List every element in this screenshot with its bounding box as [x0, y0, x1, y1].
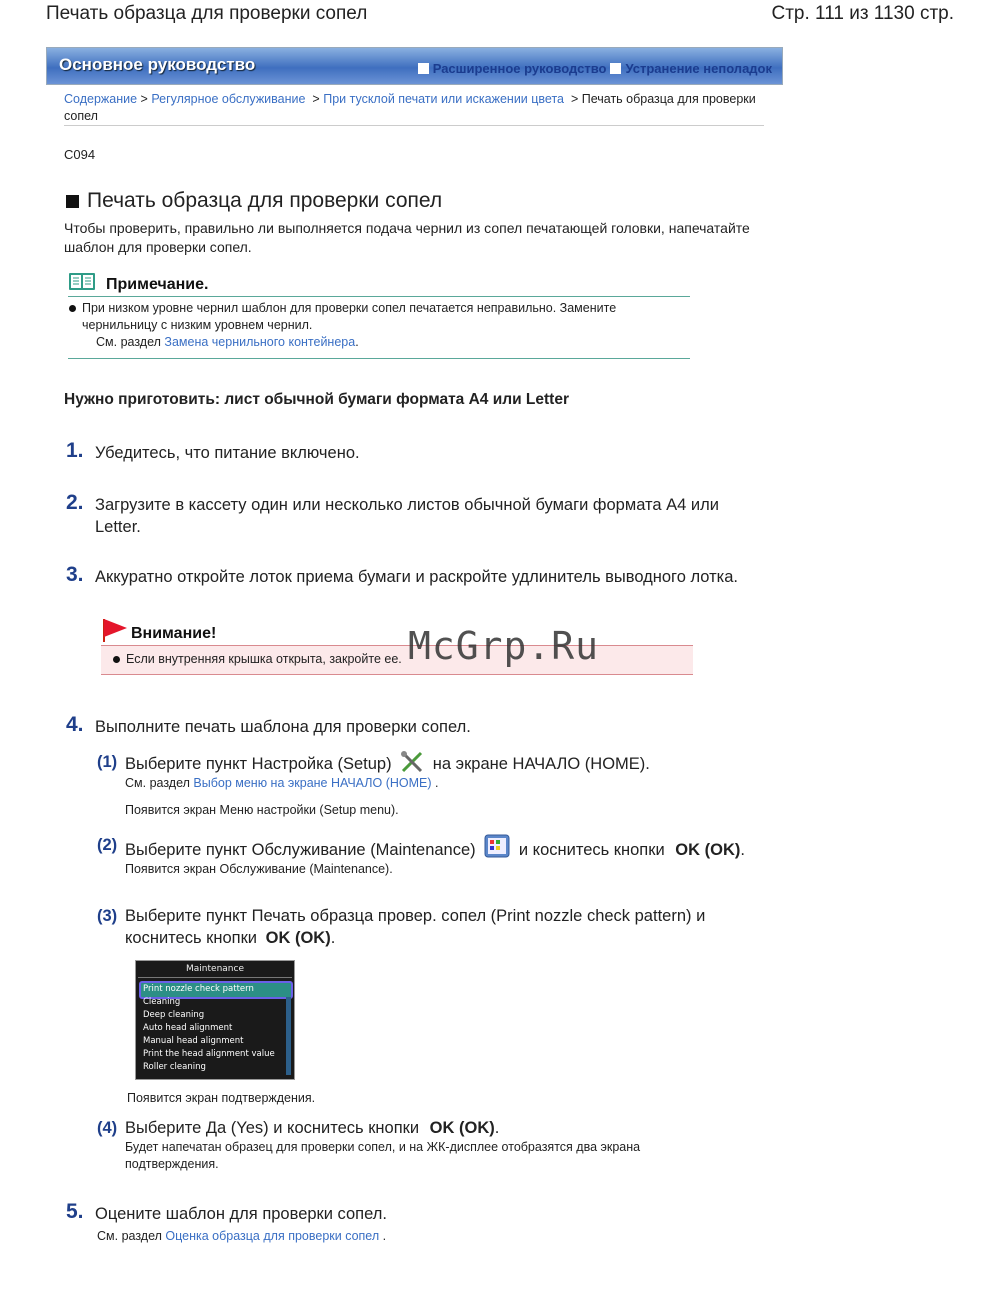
step-number: 1. — [66, 439, 84, 462]
lcd-menu-item: Print the head alignment value — [143, 1049, 275, 1059]
step-text: Аккуратно откройте лоток приема бумаги и раскройте удлинитель выводного лотка. — [95, 568, 739, 586]
breadcrumb-current: Печать образца для проверки сопел — [64, 92, 756, 123]
substep-text-after: и коснитесь кнопки — [518, 841, 665, 859]
breadcrumb-separator: > — [570, 92, 579, 106]
see-prefix: См. раздел — [97, 1229, 162, 1243]
red-flag-icon — [101, 617, 129, 643]
lcd-scrollbar — [286, 997, 291, 1075]
substep-text: Выберите пункт Печать образца провер. сопел (Print nozzle check pattern) и коснитесь кнопки — [125, 907, 706, 947]
banner-links — [418, 61, 772, 76]
breadcrumb — [64, 91, 764, 125]
maintenance-icon — [484, 834, 510, 858]
substep-text: Выберите пункт Настройка (Setup) — [125, 755, 392, 773]
substep-number: (4) — [97, 1119, 118, 1137]
substep-result: Появится экран Меню настройки (Setup menu). — [125, 803, 399, 817]
warning-title: Внимание! — [131, 625, 217, 642]
preparation-heading: Нужно приготовить: лист обычной бумаги формата А4 или Letter — [64, 391, 569, 408]
step-5 — [66, 1201, 756, 1225]
step-text: Выполните печать шаблона для проверки сопел. — [95, 718, 471, 736]
bullet-icon — [69, 305, 76, 312]
substep-dot: . — [330, 929, 336, 947]
substep-number: (2) — [97, 836, 118, 854]
substep-result: Будет напечатан образец для проверки сопел, и на ЖК-дисплее отобразятся два экрана подтверждения. — [125, 1140, 641, 1171]
page-title-text: Печать образца для проверки сопел — [87, 189, 443, 212]
note-see-prefix: См. раздел — [96, 335, 161, 349]
step-number: 2. — [66, 491, 84, 514]
warning-text: Если внутренняя крышка открыта, закройте ее. — [126, 652, 402, 666]
step-number: 5. — [66, 1200, 84, 1223]
nozzle-pattern-evaluation-link[interactable]: Оценка образца для проверки сопел — [165, 1229, 380, 1243]
banner-main-guide[interactable]: Основное руководство — [59, 55, 256, 74]
ok-button-label: OK (OK) — [429, 1119, 495, 1137]
step-1 — [66, 440, 756, 464]
lcd-menu-item: Auto head alignment — [143, 1023, 233, 1033]
note-see-suffix: . — [355, 335, 359, 349]
substep-number: (1) — [97, 753, 118, 771]
step-2 — [66, 492, 756, 538]
substep-text: Выберите пункт Обслуживание (Maintenance) — [125, 841, 476, 859]
substep-dot: . — [740, 841, 745, 859]
ok-button-label: OK (OK) — [265, 929, 331, 947]
ink-tank-replace-link[interactable]: Замена чернильного контейнера — [164, 335, 356, 349]
step-text: Оцените шаблон для проверки сопел. — [95, 1205, 387, 1223]
substep-4 — [97, 1117, 767, 1173]
lcd-menu-item: Manual head alignment — [143, 1036, 244, 1046]
lcd-menu-item: Cleaning — [143, 997, 181, 1007]
note-text: При низком уровне чернил шаблон для проверки сопел печатается неправильно. Замените чернильницу с низким уровнем чернил. — [82, 301, 617, 332]
guide-banner — [46, 47, 783, 85]
breadcrumb-separator: > — [312, 92, 320, 106]
step-number: 3. — [66, 563, 84, 586]
setup-tools-icon — [400, 751, 424, 773]
see-suffix: . — [435, 776, 439, 790]
black-square-icon — [66, 195, 79, 208]
substep-text-after: на экране НАЧАЛО (HOME). — [432, 755, 650, 773]
breadcrumb-contents-link[interactable]: Содержание — [64, 92, 138, 106]
see-prefix: См. раздел — [125, 776, 190, 790]
bullet-icon — [113, 656, 120, 663]
ok-button-label: OK (OK) — [675, 841, 741, 859]
topic-code: C094 — [64, 147, 96, 162]
page-title — [66, 189, 442, 213]
step-number: 4. — [66, 713, 84, 736]
page-header-title: Печать образца для проверки сопел — [46, 3, 368, 24]
book-icon — [68, 272, 96, 291]
substep-text: Выберите Да (Yes) и коснитесь кнопки — [125, 1119, 420, 1137]
warning-item — [113, 652, 402, 666]
banner-advanced-guide-link[interactable]: Расширенное руководство — [432, 61, 607, 76]
note-title: Примечание. — [106, 276, 209, 293]
substep-2 — [97, 834, 767, 877]
step-text: Загрузите в кассету один или несколько листов обычной бумаги формата A4 или Letter. — [95, 496, 719, 536]
breadcrumb-maintenance-link[interactable]: Регулярное обслуживание — [151, 92, 306, 106]
lcd-maintenance-screen — [135, 960, 295, 1080]
substep-3 — [97, 905, 767, 949]
note-header — [68, 270, 690, 297]
step-4 — [66, 714, 756, 738]
watermark: McGrp.Ru — [408, 624, 600, 668]
see-suffix: . — [382, 1229, 387, 1243]
intro-text: Чтобы проверить, правильно ли выполняется подача чернил из сопел печатающей головки, напечатайте шаблон для проверки сопел. — [64, 220, 750, 255]
breadcrumb-faint-print-link[interactable]: При тусклой печати или искажении цвета — [323, 92, 564, 106]
square-icon — [610, 63, 621, 74]
substep-1 — [97, 751, 767, 818]
substep-dot: . — [494, 1119, 500, 1137]
breadcrumb-separator: > — [140, 92, 148, 106]
step-5-see — [97, 1229, 386, 1243]
lcd-menu-item: Print nozzle check pattern — [143, 984, 254, 994]
lcd-menu-item: Deep cleaning — [143, 1010, 205, 1020]
substep-result: Появится экран Обслуживание (Maintenance). — [125, 862, 393, 876]
page-counter: Стр. 111 из 1130 стр. — [771, 3, 954, 24]
lcd-title: Maintenance — [186, 964, 244, 974]
substep-3-result: Появится экран подтверждения. — [127, 1091, 316, 1105]
banner-troubleshooting-link[interactable]: Устранение неполадок — [625, 61, 772, 76]
substep-number: (3) — [97, 907, 118, 925]
lcd-divider — [138, 977, 292, 978]
step-text: Убедитесь, что питание включено. — [95, 444, 360, 462]
square-icon — [418, 63, 429, 74]
breadcrumb-divider — [64, 125, 764, 126]
lcd-menu-item: Roller cleaning — [143, 1062, 206, 1072]
step-3 — [66, 564, 756, 588]
note-body — [68, 300, 690, 359]
home-menu-link[interactable]: Выбор меню на экране НАЧАЛО (HOME) — [193, 776, 432, 790]
